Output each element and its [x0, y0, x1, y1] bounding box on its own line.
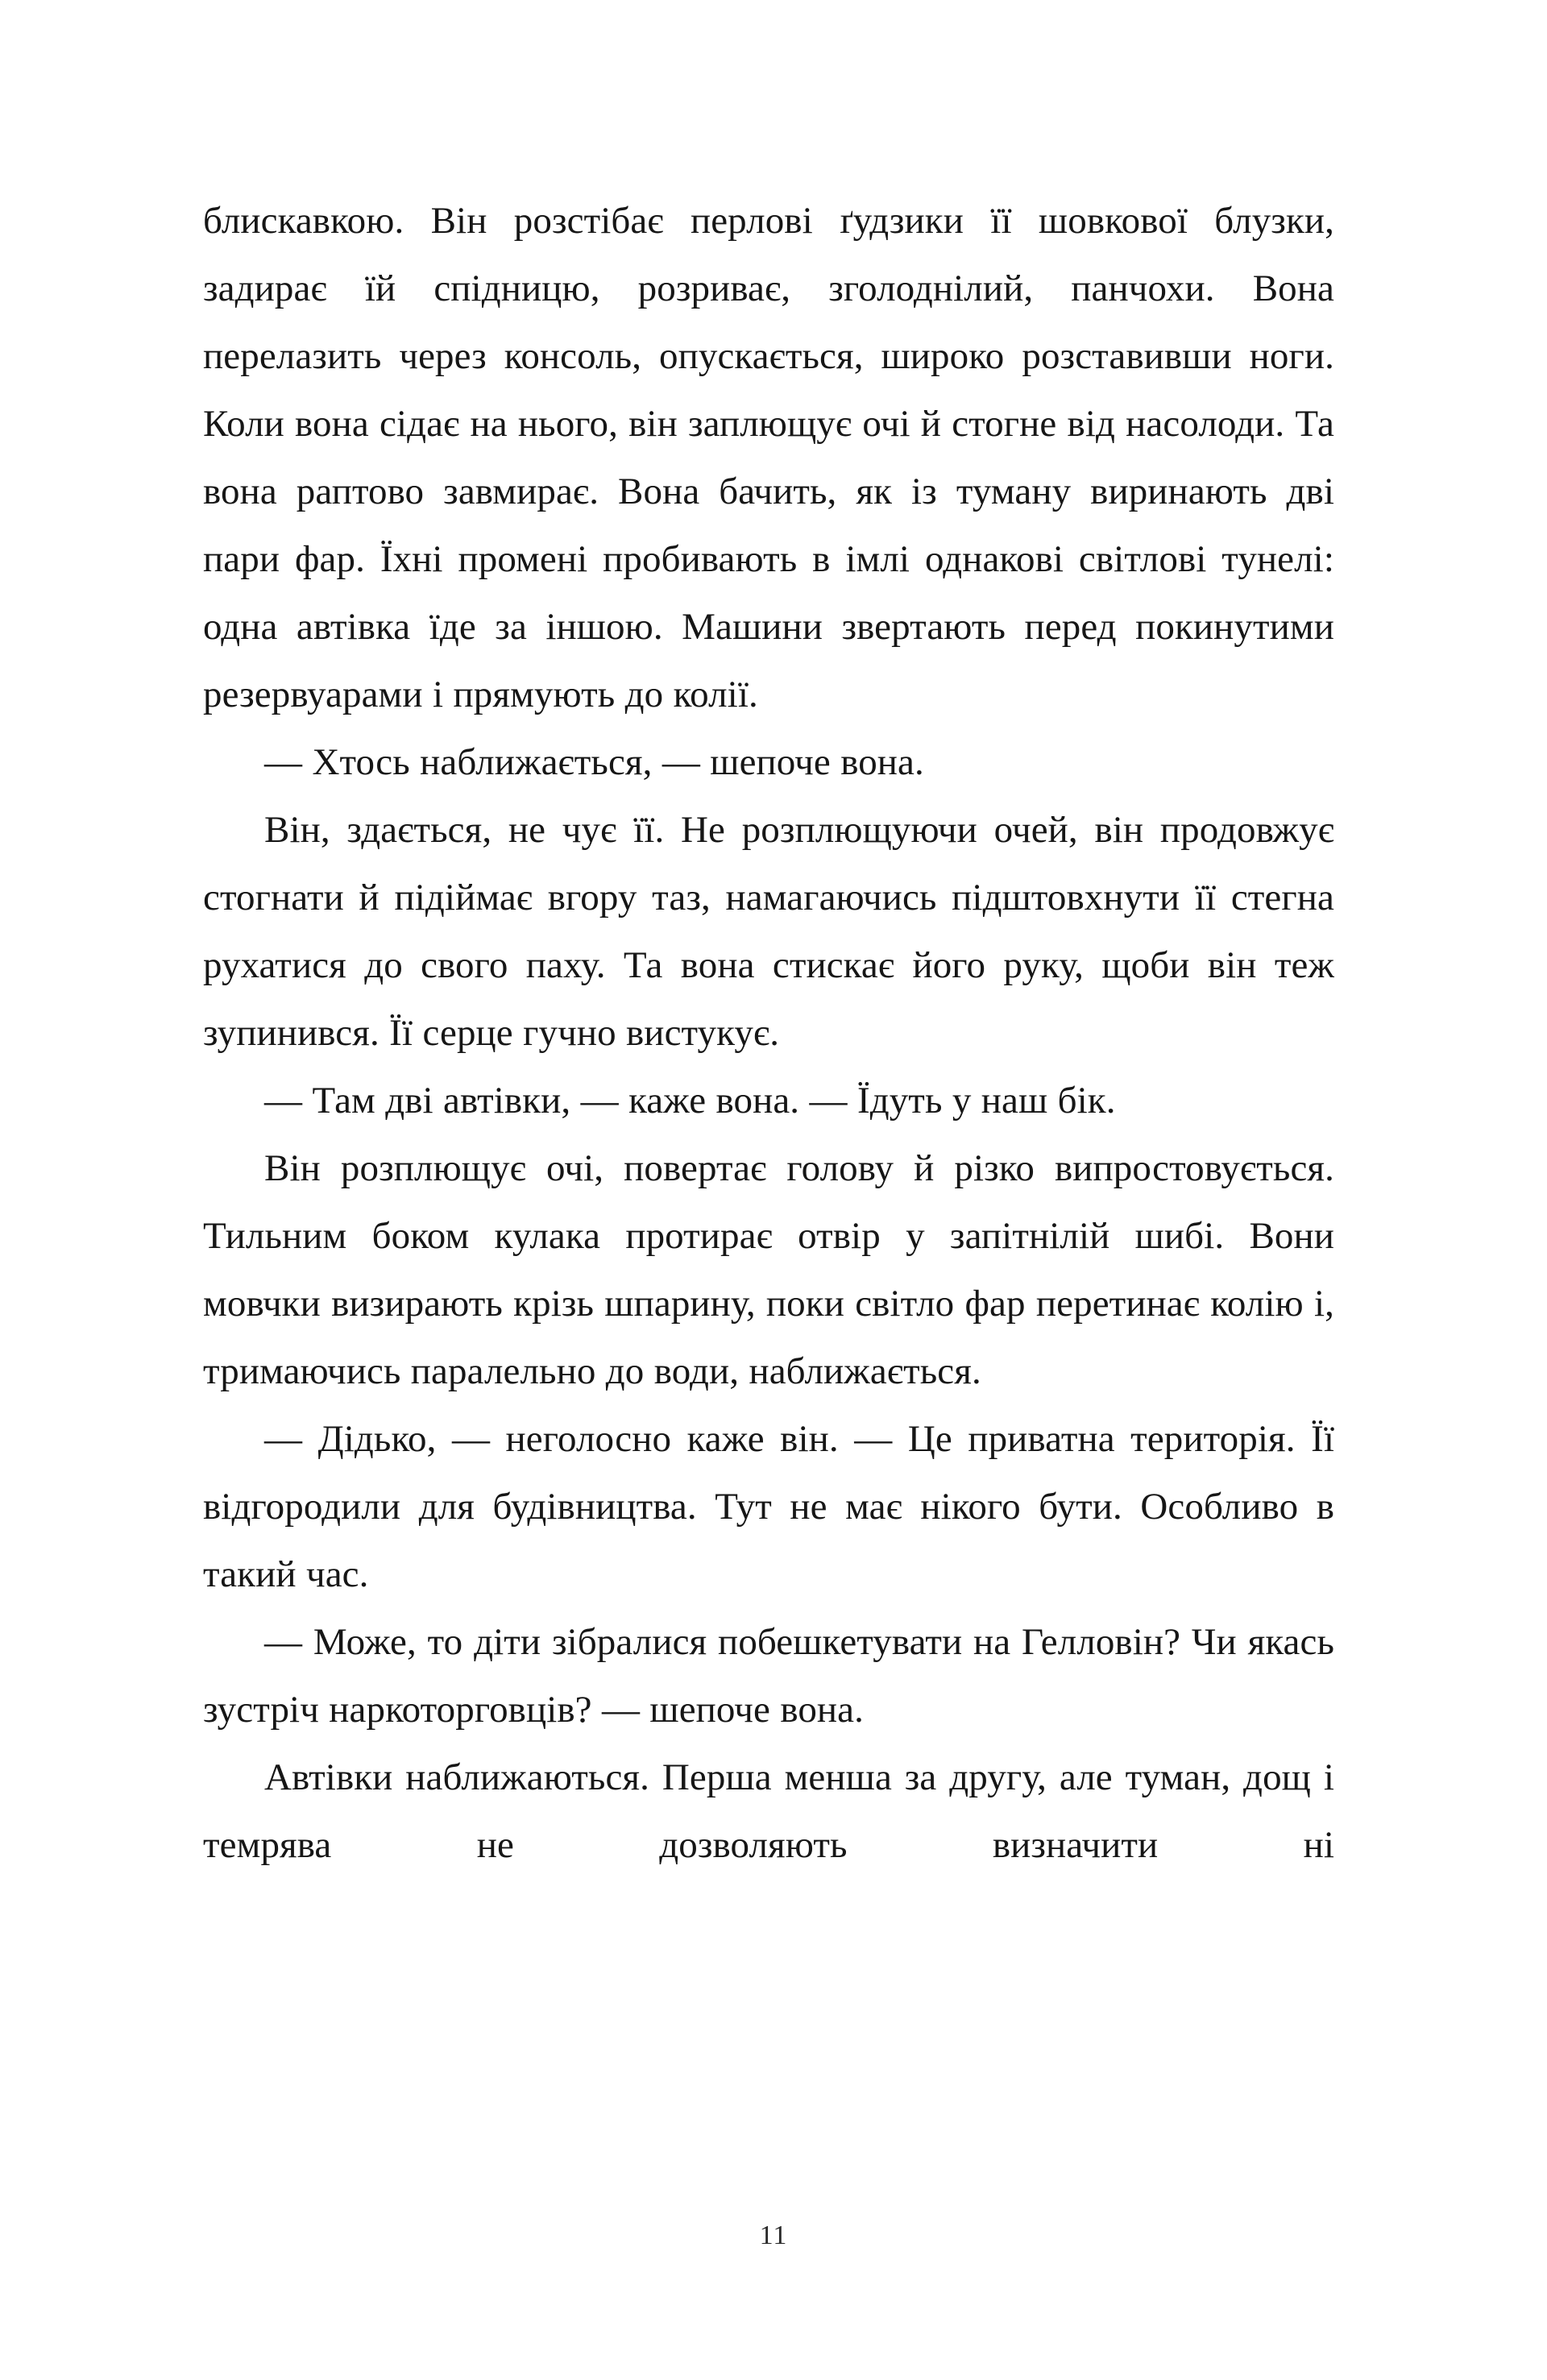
paragraph-dialogue-3: — Дідько, — неголосно каже він. — Це приватна територія. Її відгородили для будівництва. Тут не має нікого бути. Особливо в такий час.	[203, 1418, 1334, 1595]
page-text-block	[203, 187, 1334, 1879]
paragraph-narrative-2: Він розплющує очі, повертає голову й різко випростовується. Тильним боком кулака протирає отвір у запітнілій шибі. Вони мовчки визирають крізь шпарину, поки світло фар перетинає колію і, тримаючись паралельно до води, наближається.	[203, 1147, 1334, 1392]
paragraph-narrative-1: Він, здається, не чує її. Не розплющуючи очей, він продовжує стогнати й підіймає вгору таз, намагаючись підштовхнути її стегна рухатися до свого паху. Та вона стискає його руку, щоби він теж зупинився. Її серце гучно вистукує.	[203, 809, 1334, 1054]
paragraph-narrative-3: Автівки наближаються. Перша менша за другу, але туман, дощ і темрява не дозволяють визначити ні	[203, 1756, 1334, 1866]
paragraph-dialogue-1: — Хтось наближається, — шепоче вона.	[264, 741, 924, 783]
paragraph-continuation: блискавкою. Він розстібає перлові ґудзики її шовкової блузки, задирає їй спідницю, розриває, зголоднілий, панчохи. Вона перелазить через консоль, опускається, широко розставивши ноги. Коли вона сідає на нього, він заплющує очі й стогне від насолоди. Та вона раптово завмирає. Вона бачить, як із туману виринають дві пари фар. Їхні промені пробивають в імлі однакові світлові тунелі: одна автівка їде за іншою. Машини звертають перед покинутими резервуарами і прямують до колії.	[203, 200, 1334, 715]
paragraph-dialogue-4: — Може, то діти зібралися побешкетувати на Гелловін? Чи якась зустріч наркоторговців? — шепоче вона.	[203, 1621, 1334, 1731]
paragraph-dialogue-2: — Там дві автівки, — каже вона. — Їдуть у наш бік.	[264, 1080, 1116, 1122]
page-number: 11	[759, 2220, 788, 2250]
